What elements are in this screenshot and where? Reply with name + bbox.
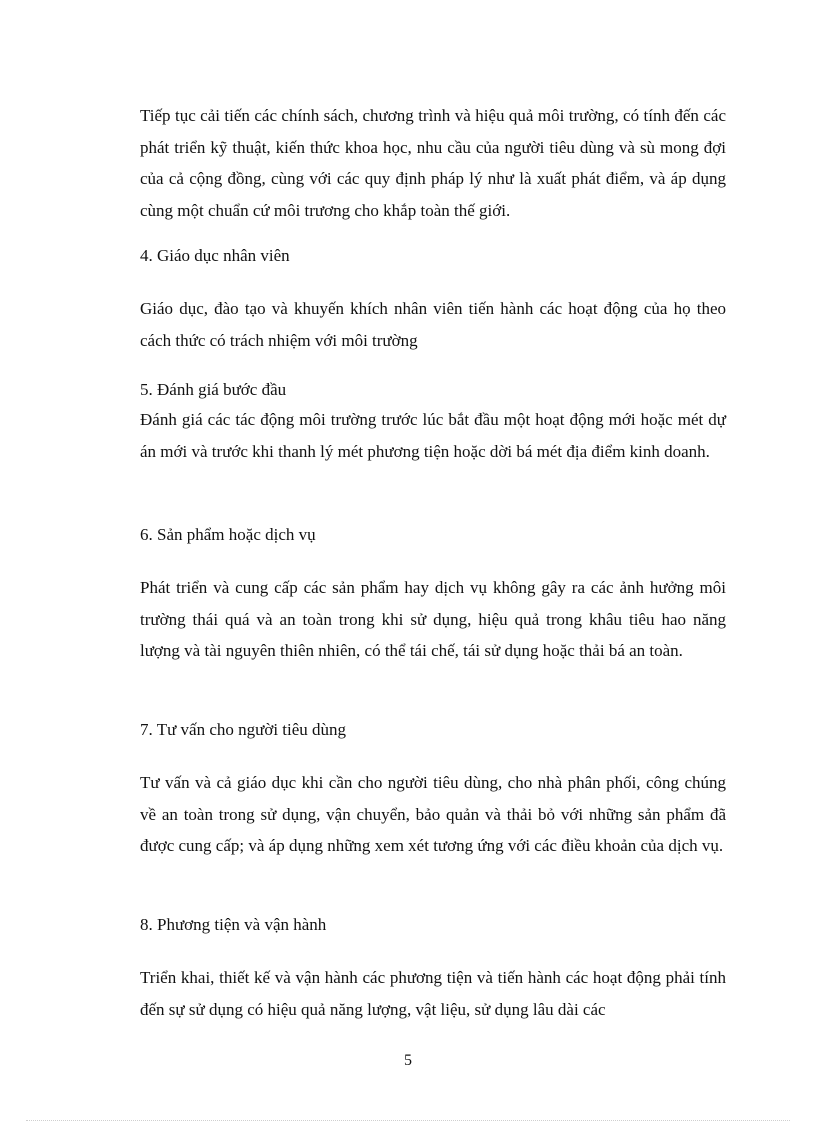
- paragraph-employee-education: Giáo dục, đào tạo và khuyến khích nhân viên tiến hành các hoạt động của họ theo cách thức có trách nhiệm với môi trường: [140, 299, 726, 350]
- paragraph-products-services: Phát triển và cung cấp các sản phẩm hay dịch vụ không gây ra các ảnh hưởng môi trường thái quá và an toàn trong khi sử dụng, hiệu quả trong khâu tiêu hao năng lượng và tài nguyên thiên nhiên, có thể tái chế, tái sử dụng hoặc thải bá an toàn.: [140, 578, 726, 660]
- heading-facilities-operations: 8. Phương tiện và vận hành: [140, 915, 327, 934]
- page-bottom-divider: [26, 1120, 790, 1121]
- paragraph-initial-assessment: Đánh giá các tác động môi trường trước lúc bắt đầu một hoạt động mới hoặc mét dự án mới và trước khi thanh lý mét phương tiện hoặc dời bá mét địa điểm kinh doanh.: [140, 410, 726, 461]
- heading-consumer-advice: 7. Tư vấn cho người tiêu dùng: [140, 720, 347, 739]
- heading-products-services: 6. Sản phẩm hoặc dịch vụ: [140, 525, 316, 544]
- paragraph-intro: Tiếp tục cải tiến các chính sách, chương trình và hiệu quả môi trường, có tính đến các phát triển kỹ thuật, kiến thức khoa học, nhu cầu của người tiêu dùng và sù mong đợi của cả cộng đồng, cùng với các quy định pháp lý như là xuất phát điểm, và áp dụng cùng một chuẩn cứ môi trương cho khắp toàn thế giới.: [140, 106, 726, 220]
- heading-employee-education: 4. Giáo dục nhân viên: [140, 246, 290, 265]
- paragraph-consumer-advice: Tư vấn và cả giáo dục khi cần cho người tiêu dùng, cho nhà phân phối, công chúng về an toàn trong sử dụng, vận chuyển, bảo quản và thải bỏ với những sản phẩm đã được cung cấp; và áp dụng những xem xét tương ứng với các điều khoản của dịch vụ.: [140, 773, 726, 855]
- page-number: 5: [404, 1052, 412, 1069]
- heading-initial-assessment: 5. Đánh giá bước đầu: [140, 380, 287, 399]
- paragraph-facilities-operations: Triển khai, thiết kế và vận hành các phương tiện và tiến hành các hoạt động phải tính đến sự sử dụng có hiệu quả năng lượng, vật liệu, sử dụng lâu dài các: [140, 968, 726, 1019]
